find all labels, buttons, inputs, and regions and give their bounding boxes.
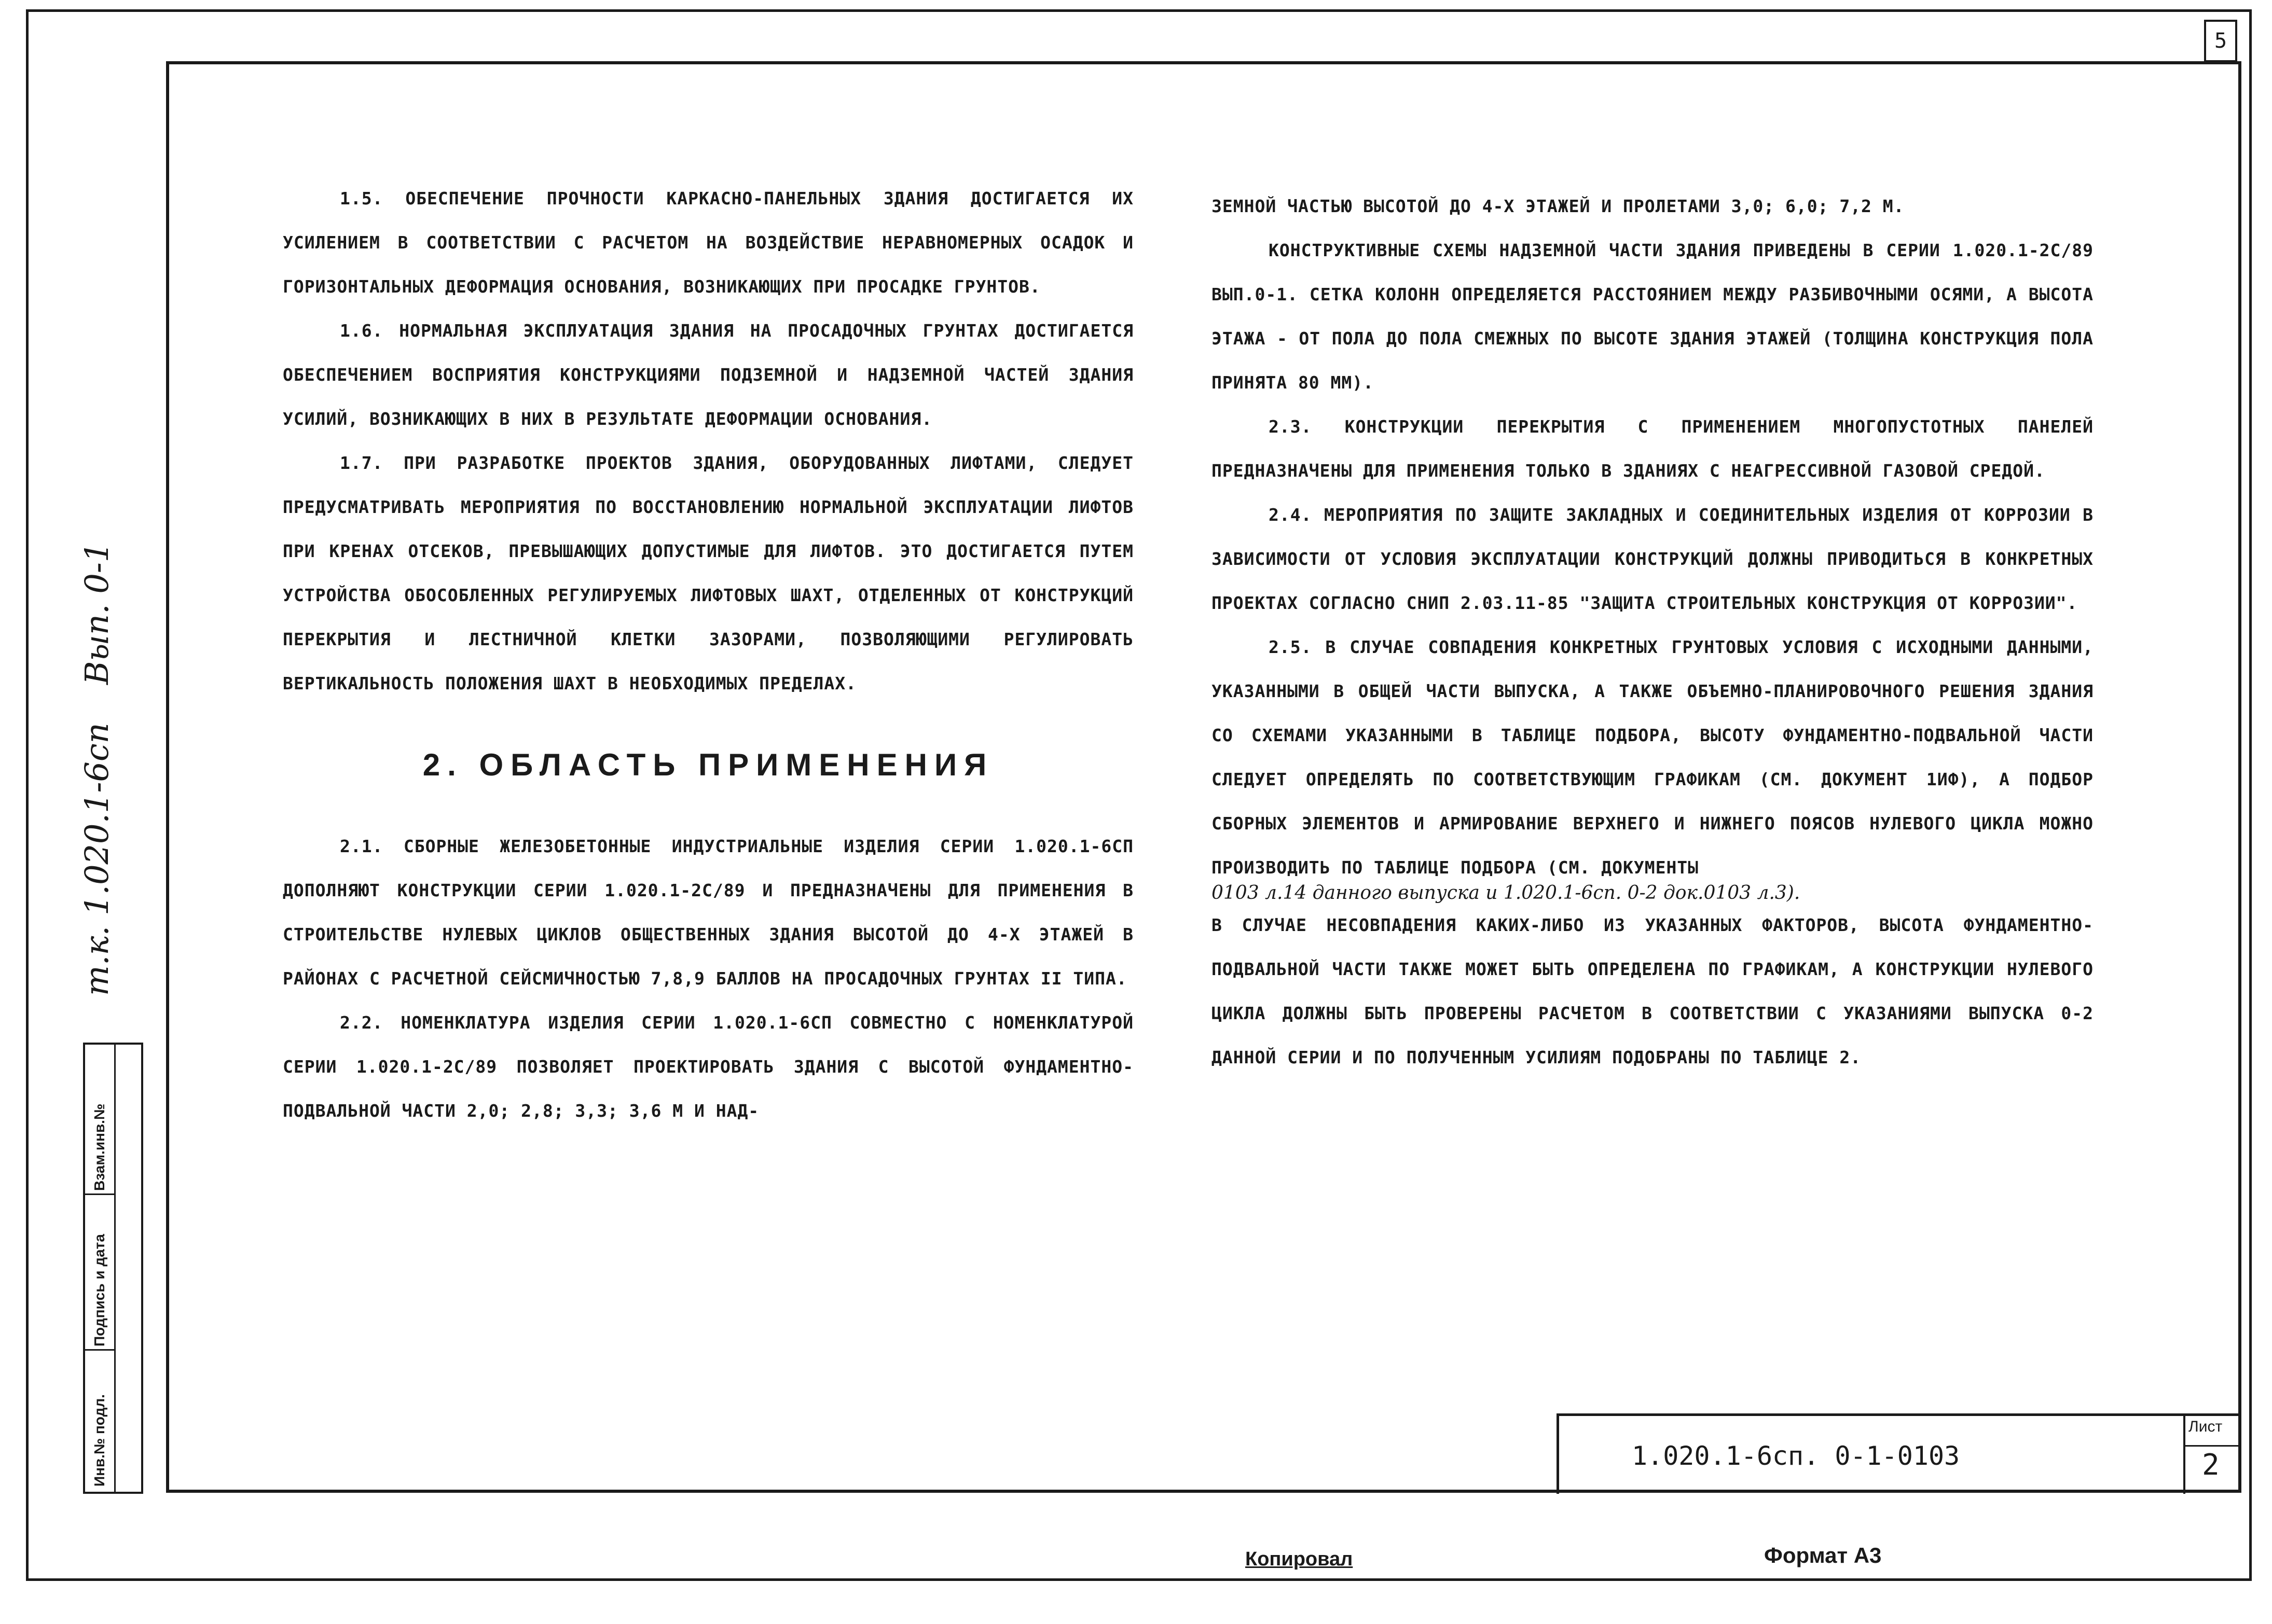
paragraph-mismatch: В СЛУЧАЕ НЕСОВПАДЕНИЯ КАКИХ-ЛИБО ИЗ УКАЗАННЫХ ФАКТОРОВ, ВЫСОТА ФУНДАМЕНТНО-ПОДВАЛЬНОЙ ЧАСТИ ТАКЖЕ МОЖЕТ БЫТЬ ОПРЕДЕЛЕНА ПО ГРАФИКАМ, А КОНСТРУКЦИИ НУЛЕВОГО ЦИКЛА ДОЛЖНЫ БЫТЬ ПРОВЕРЕНЫ РАСЧЕТОМ В СООТВЕТСТВИИ С УКАЗАНИЯМИ ВЫПУСКА 0-2 ДАННОЙ СЕРИИ И ПО ПОЛУЧЕННЫМ УСИЛИЯМ ПОДОБРАНЫ ПО ТАБЛИЦЕ 2. xyxy=(1211,915,2094,1067)
paragraph-2-5: 2.5. В СЛУЧАЕ СОВПАДЕНИЯ КОНКРЕТНЫХ ГРУНТОВЫХ УСЛОВИЯ С ИСХОДНЫМИ ДАННЫМИ, УКАЗАННЫМИ В ОБЩЕЙ ЧАСТИ ВЫПУСКА, А ТАКЖЕ ОБЪЕМНО-ПЛАНИРОВОЧНОГО РЕШЕНИЯ ЗДАНИЯ СО СХЕМАМИ УКАЗАННЫМИ В ТАБЛИЦЕ ПОДБОРА, ВЫСОТУ ФУНДАМЕНТНО-ПОДВАЛЬНОЙ ЧАСТИ СЛЕДУЕТ ОПРЕДЕЛЯТЬ ПО СООТВЕТСТВУЮЩИМ ГРАФИКАМ (СМ. ДОКУМЕНТ 1ИФ), А ПОДБОР СБОРНЫХ ЭЛЕМЕНТОВ И АРМИРОВАНИЕ ВЕРХНЕГО И НИЖНЕГО ПОЯСОВ НУЛЕВОГО ЦИКЛА МОЖНО ПРОИЗВОДИТЬ ПО ТАБЛИЦЕ ПОДБОРА (СМ. ДОКУМЕНТЫ xyxy=(1211,637,2094,878)
corner-mark: 5 xyxy=(2204,20,2237,62)
vertical-series-code: т.к. 1.020.1-6сп xyxy=(78,723,116,996)
side-label-sign: Подпись и дата xyxy=(91,1234,107,1347)
paragraph-schemes: КОНСТРУКТИВНЫЕ СХЕМЫ НАДЗЕМНОЙ ЧАСТИ ЗДАНИЯ ПРИВЕДЕНЫ В СЕРИИ 1.020.1-2С/89 ВЫП.0-1. СЕТКА КОЛОНН ОПРЕДЕЛЯЕТСЯ РАССТОЯНИЕМ МЕЖДУ РАЗБИВОЧНЫМИ ОСЯМИ, А ВЫСОТА ЭТАЖА - ОТ ПОЛА ДО ПОЛА СМЕЖНЫХ ПО ВЫСОТЕ ЗДАНИЯ ЭТАЖЕЙ (ТОЛЩИНА КОНСТРУКЦИЯ ПОЛА ПРИНЯТА 80 ММ). xyxy=(1211,240,2094,393)
handwritten-note: 0103 л.14 данного выпуска и 1.020.1-6сп. 0-2 док.0103 л.3). xyxy=(1211,882,1800,904)
paragraph-continuation: ЗЕМНОЙ ЧАСТЬЮ ВЫСОТОЙ ДО 4-Х ЭТАЖЕЙ И ПРОЛЕТАМИ 3,0; 6,0; 7,2 М. xyxy=(1211,196,1905,216)
side-cell-sign xyxy=(85,1195,114,1351)
left-text-column xyxy=(283,176,1134,1133)
side-stamp xyxy=(83,1043,143,1494)
format-label: Формат А3 xyxy=(1764,1543,1882,1567)
sheet-label: Лист xyxy=(2188,1418,2223,1435)
right-text-column xyxy=(1211,184,2094,1079)
paragraph-1-7: 1.7. ПРИ РАЗРАБОТКЕ ПРОЕКТОВ ЗДАНИЯ, ОБОРУДОВАННЫХ ЛИФТАМИ, СЛЕДУЕТ ПРЕДУСМАТРИВАТЬ МЕРОПРИЯТИЯ ПО ВОССТАНОВЛЕНИЮ НОРМАЛЬНОЙ ЭКСПЛУАТАЦИИ ЛИФТОВ ПРИ КРЕНАХ ОТСЕКОВ, ПРЕВЫШАЮЩИХ ДОПУСТИМЫЕ ДЛЯ ЛИФТОВ. ЭТО ДОСТИГАЕТСЯ ПУТЕМ УСТРОЙСТВА ОБОСОБЛЕННЫХ РЕГУЛИРУЕМЫХ ЛИФТОВЫХ ШАХТ, ОТДЕЛЕННЫХ ОТ КОНСТРУКЦИЙ ПЕРЕКРЫТИЯ И ЛЕСТНИЧНОЙ КЛЕТКИ ЗАЗОРАМИ, ПОЗВОЛЯЮЩИМИ РЕГУЛИРОВАТЬ ВЕРТИКАЛЬНОСТЬ ПОЛОЖЕНИЯ ШАХТ В НЕОБХОДИМЫХ ПРЕДЕЛАХ. xyxy=(283,453,1134,693)
paragraph-2-1: 2.1. СБОРНЫЕ ЖЕЛЕЗОБЕТОННЫЕ ИНДУСТРИАЛЬНЫЕ ИЗДЕЛИЯ СЕРИИ 1.020.1-6СП ДОПОЛНЯЮТ КОНСТРУКЦИИ СЕРИИ 1.020.1-2С/89 И ПРЕДНАЗНАЧЕНЫ ДЛЯ ПРИМЕНЕНИЯ В СТРОИТЕЛЬСТВЕ НУЛЕВЫХ ЦИКЛОВ ОБЩЕСТВЕННЫХ ЗДАНИЯ ВЫСОТОЙ ДО 4-Х ЭТАЖЕЙ В РАЙОНАХ С РАСЧЕТНОЙ СЕЙСМИЧНОСТЬЮ 7,8,9 БАЛЛОВ НА ПРОСАДОЧНЫХ ГРУНТАХ II ТИПА. xyxy=(283,836,1134,989)
paragraph-1-6: 1.6. НОРМАЛЬНАЯ ЭКСПЛУАТАЦИЯ ЗДАНИЯ НА ПРОСАДОЧНЫХ ГРУНТАХ ДОСТИГАЕТСЯ ОБЕСПЕЧЕНИЕМ ВОСПРИЯТИЯ КОНСТРУКЦИЯМИ ПОДЗЕМНОЙ И НАДЗЕМНОЙ ЧАСТЕЙ ЗДАНИЯ УСИЛИЙ, ВОЗНИКАЮЩИХ В НИХ В РЕЗУЛЬТАТЕ ДЕФОРМАЦИИ ОСНОВАНИЯ. xyxy=(283,321,1134,429)
paragraph-2-2: 2.2. НОМЕНКЛАТУРА ИЗДЕЛИЯ СЕРИИ 1.020.1-6СП СОВМЕСТНО С НОМЕНКЛАТУРОЙ СЕРИИ 1.020.1-2С/89 ПОЗВОЛЯЕТ ПРОЕКТИРОВАТЬ ЗДАНИЯ С ВЫСОТОЙ ФУНДАМЕНТНО-ПОДВАЛЬНОЙ ЧАСТИ 2,0; 2,8; 3,3; 3,6 М И НАД- xyxy=(283,1012,1134,1121)
side-stamp-divider xyxy=(114,1045,116,1492)
section-heading: 2. ОБЛАСТЬ ПРИМЕНЕНИЯ xyxy=(422,747,994,782)
sheet-cell-divider xyxy=(2185,1445,2241,1447)
sheet-number-cell xyxy=(2183,1416,2241,1494)
side-label-inv: Взам.инв.№ xyxy=(91,1103,107,1191)
paragraph-2-4: 2.4. МЕРОПРИЯТИЯ ПО ЗАЩИТЕ ЗАКЛАДНЫХ И СОЕДИНИТЕЛЬНЫХ ИЗДЕЛИЯ ОТ КОРРОЗИИ В ЗАВИСИМОСТИ ОТ УСЛОВИЯ ЭКСПЛУАТАЦИИ КОНСТРУКЦИЙ ДОЛЖНЫ ПРИВОДИТЬСЯ В КОНКРЕТНЫХ ПРОЕКТАХ СОГЛАСНО СНИП 2.03.11-85 "ЗАЩИТА СТРОИТЕЛЬНЫХ КОНСТРУКЦИЯ ОТ КОРРОЗИИ". xyxy=(1211,505,2094,613)
document-code: 1.020.1-6сп. 0-1-0103 xyxy=(1632,1441,1960,1471)
sheet-number: 2 xyxy=(2202,1448,2220,1482)
title-block xyxy=(1557,1413,2241,1494)
paragraph-2-3: 2.3. КОНСТРУКЦИИ ПЕРЕКРЫТИЯ С ПРИМЕНЕНИЕМ МНОГОПУСТОТНЫХ ПАНЕЛЕЙ ПРЕДНАЗНАЧЕНЫ ДЛЯ ПРИМЕНЕНИЯ ТОЛЬКО В ЗДАНИЯХ С НЕАГРЕССИВНОЙ ГАЗОВОЙ СРЕДОЙ. xyxy=(1211,417,2094,481)
side-cell-original xyxy=(85,1351,114,1492)
copied-by-label: Копировал xyxy=(1245,1548,1353,1570)
side-label-original: Инв.№ подл. xyxy=(91,1394,107,1487)
paragraph-1-5: 1.5. ОБЕСПЕЧЕНИЕ ПРОЧНОСТИ КАРКАСНО-ПАНЕЛЬНЫХ ЗДАНИЯ ДОСТИГАЕТСЯ ИХ УСИЛЕНИЕМ В СООТВЕТСТВИИ С РАСЧЕТОМ НА ВОЗДЕЙСТВИЕ НЕРАВНОМЕРНЫХ ОСАДОК И ГОРИЗОНТАЛЬНЫХ ДЕФОРМАЦИЯ ОСНОВАНИЯ, ВОЗНИКАЮЩИХ ПРИ ПРОСАДКЕ ГРУНТОВ. xyxy=(283,188,1134,297)
vertical-issue-label: Вып. 0-1 xyxy=(78,542,116,685)
side-cell-inv xyxy=(85,1045,114,1195)
